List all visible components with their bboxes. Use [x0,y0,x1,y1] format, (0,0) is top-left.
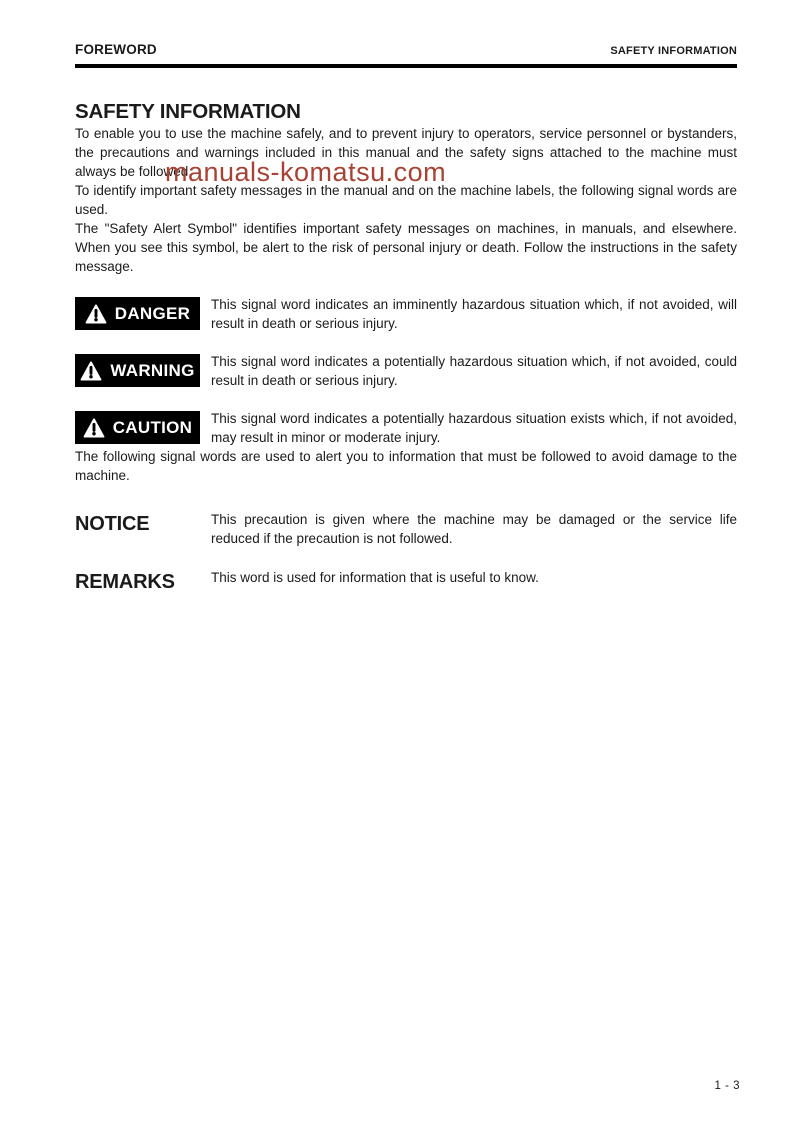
notice-label: NOTICE [75,513,150,535]
warning-badge [75,354,200,387]
danger-description: This signal word indicates an imminently hazardous situation which, if not avoided, will result in death or serious injury. [211,297,737,331]
caution-badge [75,411,200,444]
notice-row [75,510,737,548]
warning-description: This signal word indicates a potentially hazardous situation which, if not avoided, could result in death or serious injury. [211,354,737,388]
page-content [75,0,737,594]
signal-words-paragraph: To identify important safety messages in the manual and on the machine labels, the following signal words are used. [75,183,737,217]
danger-badge-label: DANGER [114,303,191,323]
watermark-text: manuals-komatsu.com [165,157,447,187]
caution-badge-label: CAUTION [112,417,193,437]
danger-row [75,295,737,333]
page-title: SAFETY INFORMATION [75,100,301,123]
remarks-row [75,568,737,594]
warning-triangle-icon [83,418,105,438]
caution-row [75,409,737,447]
page-header [75,42,737,57]
remarks-label: REMARKS [75,571,175,593]
caution-description: This signal word indicates a potentially hazardous situation exists which, if not avoided, may result in minor or moderate injury. [211,411,737,445]
warning-triangle-icon [80,361,102,381]
page-number: 1 - 3 [714,1080,740,1092]
notice-description: This precaution is given where the machine may be damaged or the service life reduced if the precaution is not followed. [211,512,737,546]
header-chapter-title: SAFETY INFORMATION [610,45,737,57]
header-rule [75,64,737,68]
intro-paragraph: To enable you to use the machine safely, and to prevent injury to operators, service personnel or bystanders, the precautions and warnings included in this manual and the safety signs attached to the machine must always be followed. [75,126,737,179]
alert-symbol-paragraph: The "Safety Alert Symbol" identifies important safety messages on machines, in manuals, and elsewhere. When you see this symbol, be alert to the risk of personal injury or death. Follow the instructions in the safety message. [75,221,737,274]
header-section-title: FOREWORD [75,42,157,57]
damage-paragraph: The following signal words are used to alert you to information that must be followed to avoid damage to the machine. [75,449,737,483]
danger-badge [75,297,200,330]
warning-triangle-icon [85,304,107,324]
remarks-description: This word is used for information that is useful to know. [211,570,539,585]
warning-row [75,352,737,390]
warning-badge-label: WARNING [110,360,195,380]
